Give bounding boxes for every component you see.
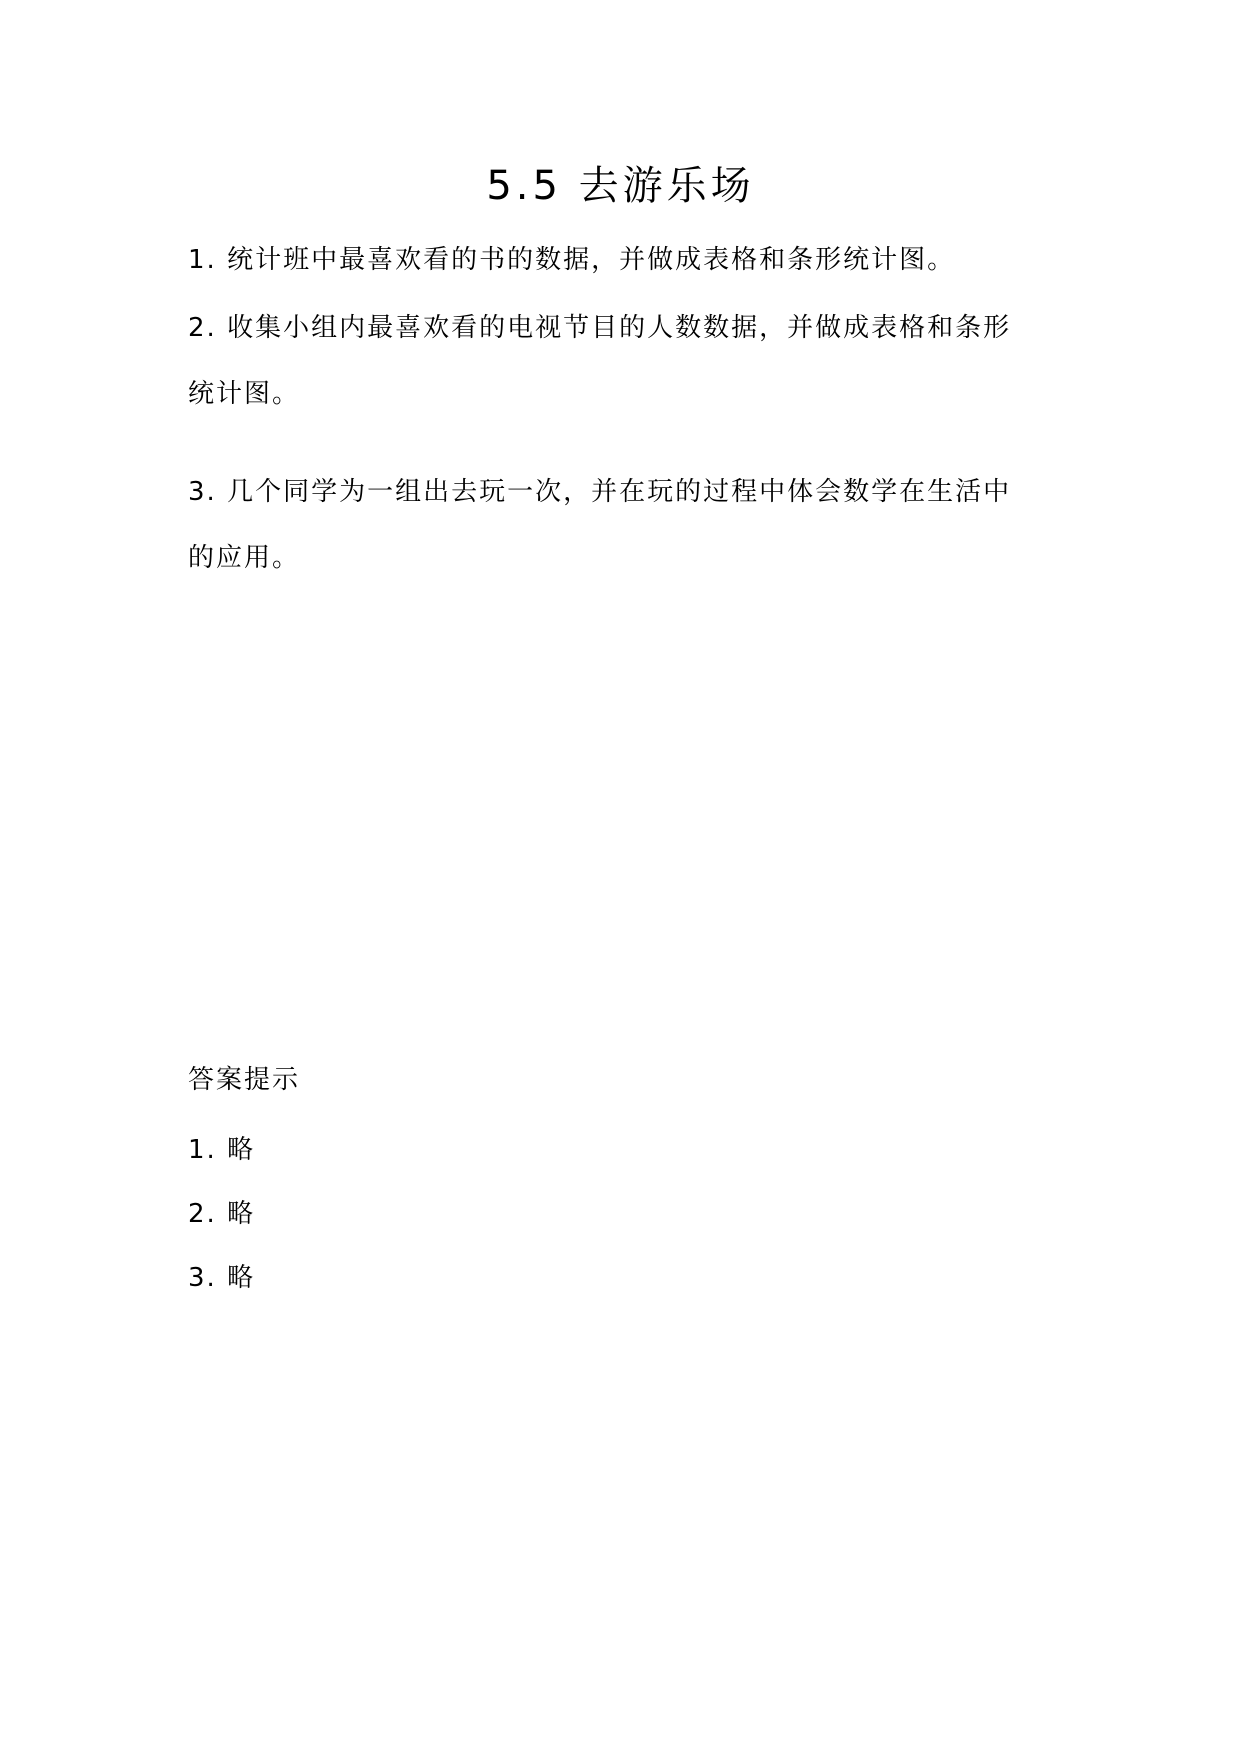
answers-heading: 答案提示 [188, 1065, 301, 1095]
answer-item-1: 1. 略 [188, 1135, 256, 1165]
question-2-line-1: 2. 收集小组内最喜欢看的电视节目的人数数据，并做成表格和条形 [188, 313, 1012, 343]
question-3-line-2: 的应用。 [188, 543, 301, 573]
question-1-line-1: 1. 统计班中最喜欢看的书的数据，并做成表格和条形统计图。 [188, 245, 956, 275]
question-2-line-2: 统计图。 [188, 379, 301, 409]
page-title: 5.5 去游乐场 [486, 163, 755, 209]
answer-item-3: 3. 略 [188, 1263, 256, 1293]
question-3-line-1: 3. 几个同学为一组出去玩一次，并在玩的过程中体会数学在生活中 [188, 477, 1012, 507]
answer-item-2: 2. 略 [188, 1199, 256, 1229]
